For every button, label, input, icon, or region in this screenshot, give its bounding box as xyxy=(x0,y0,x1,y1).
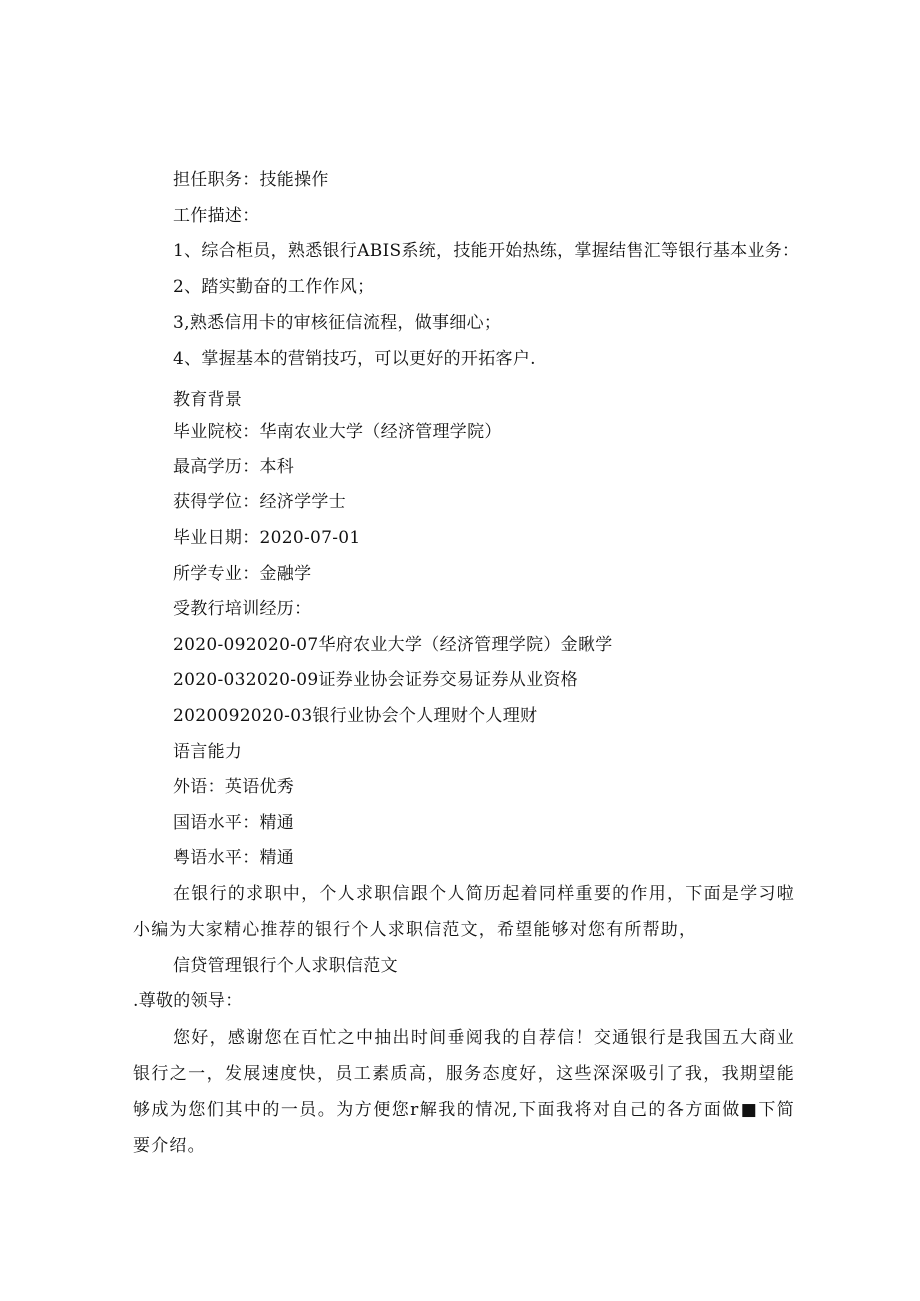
training-heading: 受教行培训经历： xyxy=(173,599,312,619)
education-heading: 教育背景 xyxy=(173,390,243,410)
languages-heading: 语言能力 xyxy=(173,742,243,762)
education-degree: 获得学位：经济学学士 xyxy=(173,492,346,512)
job-duty-3: 3,熟悉信用卡的审核征信流程，做事细心； xyxy=(173,313,502,333)
sample-title: 信贷管理银行个人求职信范文 xyxy=(173,956,398,976)
intro-paragraph: 在银行的求职中，个人求职信跟个人简历起着同样重要的作用，下面是学习啦小编为大家精心推荐的银行个人求职信范文，希望能够对您有所帮助， xyxy=(133,884,795,940)
language-mandarin: 国语水平：精通 xyxy=(173,813,295,833)
salutation: .尊敬的领导： xyxy=(133,991,243,1011)
language-cantonese: 粤语水平：精通 xyxy=(173,848,295,868)
job-description-heading: 工作描述： xyxy=(173,206,260,226)
job-duty-1: 1、综合柜员，熟悉银行ABIS系统，技能开始热练，掌握结售汇等银行基本业务： xyxy=(173,241,800,261)
training-item-1: 2020-092020-07华府农业大学（经济管理学院）金瞅学 xyxy=(173,635,613,655)
job-position: 担任职务：技能操作 xyxy=(173,170,329,190)
job-duty-4: 4、掌握基本的营销技巧，可以更好的开拓客户. xyxy=(173,349,536,369)
language-foreign: 外语：英语优秀 xyxy=(173,777,295,797)
education-graduation-date: 毕业日期：2020-07-01 xyxy=(173,528,361,548)
training-item-3: 2020092020-03银行业协会个人理财个人理财 xyxy=(173,706,538,726)
education-major: 所学专业：金融学 xyxy=(173,564,312,584)
education-school: 毕业院校：华南农业大学（经济管理学院） xyxy=(173,422,502,442)
job-duty-2: 2、踏实勤奋的工作作风； xyxy=(173,277,375,297)
education-degree-level: 最高学历：本科 xyxy=(173,457,295,477)
training-item-2: 2020-032020-09证券业协会证券交易证券从业资格 xyxy=(173,670,578,690)
letter-paragraph: 您好，感谢您在百忙之中抽出时间垂阅我的自荐信！交通银行是我国五大商业银行之一，发展速度快，员工素质高，服务态度好，这些深深吸引了我，我期望能够成为您们其中的一员。为方便您r解我的情况,下面我将对自己的各方面做■下简要介绍。 xyxy=(133,1028,795,1156)
